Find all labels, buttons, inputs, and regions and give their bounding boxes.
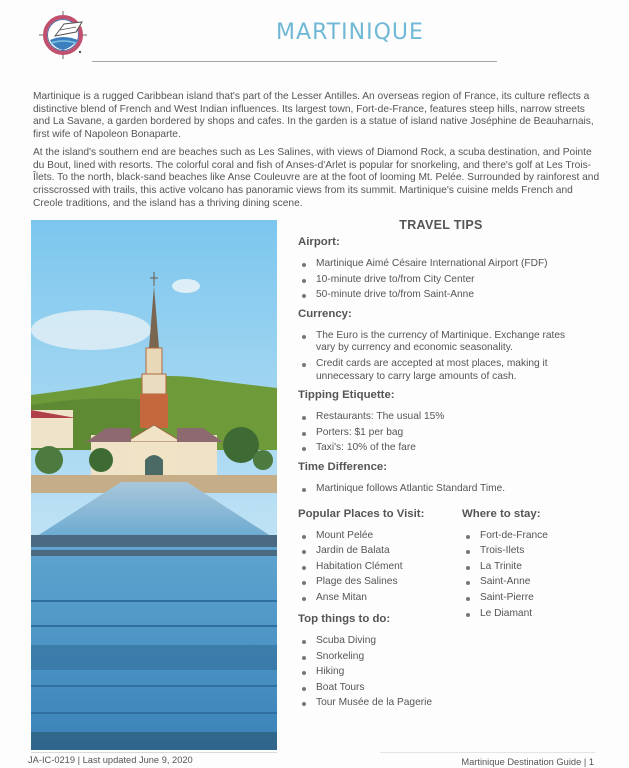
page-title: MARTINIQUE [276, 20, 424, 45]
list-item: Porters: $1 per bag [298, 427, 608, 440]
list-item: Anse Mitan [298, 592, 462, 605]
list-item: 50-minute drive to/from Saint-Anne [298, 289, 528, 302]
church-pier-photo [31, 220, 277, 750]
travel-tips-panel [298, 218, 608, 713]
popular-places-heading: Popular Places to Visit: [298, 507, 425, 520]
tipping-list [298, 411, 608, 455]
list-item: Taxi's: 10% of the fare [298, 442, 608, 455]
list-item: Le Diamant [462, 608, 602, 621]
list-item: Saint-Pierre [462, 592, 602, 605]
list-item: Fort-de-France [462, 530, 602, 543]
currency-heading: Currency: [298, 307, 352, 320]
intro-paragraph-1: Martinique is a rugged Caribbean island that's part of the Lesser Antilles. An overseas region of France, its culture reflects a distinctive blend of French and West Indian influences. Its largest town, Fort-de-France, features steep hills, narrow streets and La Savane, a garden bordered by shops and cafes. In the garden is a statue of island native Joséphine de Beauharnais, first wife of Napoleon Bonaparte. [33, 91, 594, 141]
travel-tips-title: TRAVEL TIPS [399, 218, 483, 232]
list-item: Scuba Diving [298, 635, 608, 648]
places-stay-columns [298, 502, 608, 624]
list-item: Saint-Anne [462, 576, 602, 589]
list-item: Credit cards are accepted at most places, making it unnecessary to carry large amounts of cash. [298, 358, 568, 383]
list-item: Plage des Salines [298, 576, 462, 589]
list-item: 10-minute drive to/from City Center [298, 274, 528, 287]
where-to-stay-heading: Where to stay: [462, 507, 541, 520]
list-item: Boat Tours [298, 682, 608, 695]
time-list [298, 483, 608, 496]
tipping-heading: Tipping Etiquette: [298, 389, 395, 402]
list-item: Martinique Aimé Césaire International Airport (FDF) [298, 258, 598, 271]
list-item: Hiking [298, 666, 608, 679]
list-item: Snorkeling [298, 651, 608, 664]
list-item: Trois-Ilets [462, 545, 602, 558]
footer-page-label: Martinique Destination Guide | 1 [461, 757, 594, 767]
title-divider [92, 61, 497, 62]
airport-list [298, 258, 608, 302]
company-logo-icon [38, 10, 88, 60]
footer-divider-left [31, 752, 277, 753]
time-difference-heading: Time Difference: [298, 460, 388, 473]
currency-list [298, 330, 608, 383]
list-item: Tour Musée de la Pagerie [298, 697, 608, 710]
list-item: The Euro is the currency of Martinique. Exchange rates vary by currency and economic seasonality. [298, 330, 568, 355]
airport-heading: Airport: [298, 236, 340, 248]
footer-divider-right [380, 752, 595, 753]
intro-paragraph-2: At the island's southern end are beaches such as Les Salines, with views of Diamond Rock, a scuba destination, and Pointe du Bout, lined with resorts. The colorful coral and fish of Anses-d'Arlet is popular for snorkeling, and there's golf at Les Trois-Îlets. To the north, black-sand beaches like Anse Couleuvre are at the foot of looming Mt. Pelée. Surrounded by rainforest and crisscrossed with trails, this active volcano has panoramic views from its summit. Martinique's cuisine melds French and Creole traditions, and the island has a thriving dining scene. [33, 147, 600, 209]
where-to-stay-list [462, 530, 602, 621]
list-item: Restaurants: The usual 15% [298, 411, 608, 424]
list-item: Mount Pelée [298, 530, 462, 543]
top-things-heading: Top things to do: [298, 613, 391, 626]
top-things-list [298, 635, 608, 710]
list-item: Jardin de Balata [298, 545, 462, 558]
list-item: Habitation Clément [298, 561, 462, 574]
footer-document-id: JA-IC-0219 | Last updated June 9, 2020 [28, 755, 193, 765]
popular-places-list [298, 530, 462, 605]
list-item: Martinique follows Atlantic Standard Time. [298, 483, 608, 496]
list-item: La Trinite [462, 561, 602, 574]
